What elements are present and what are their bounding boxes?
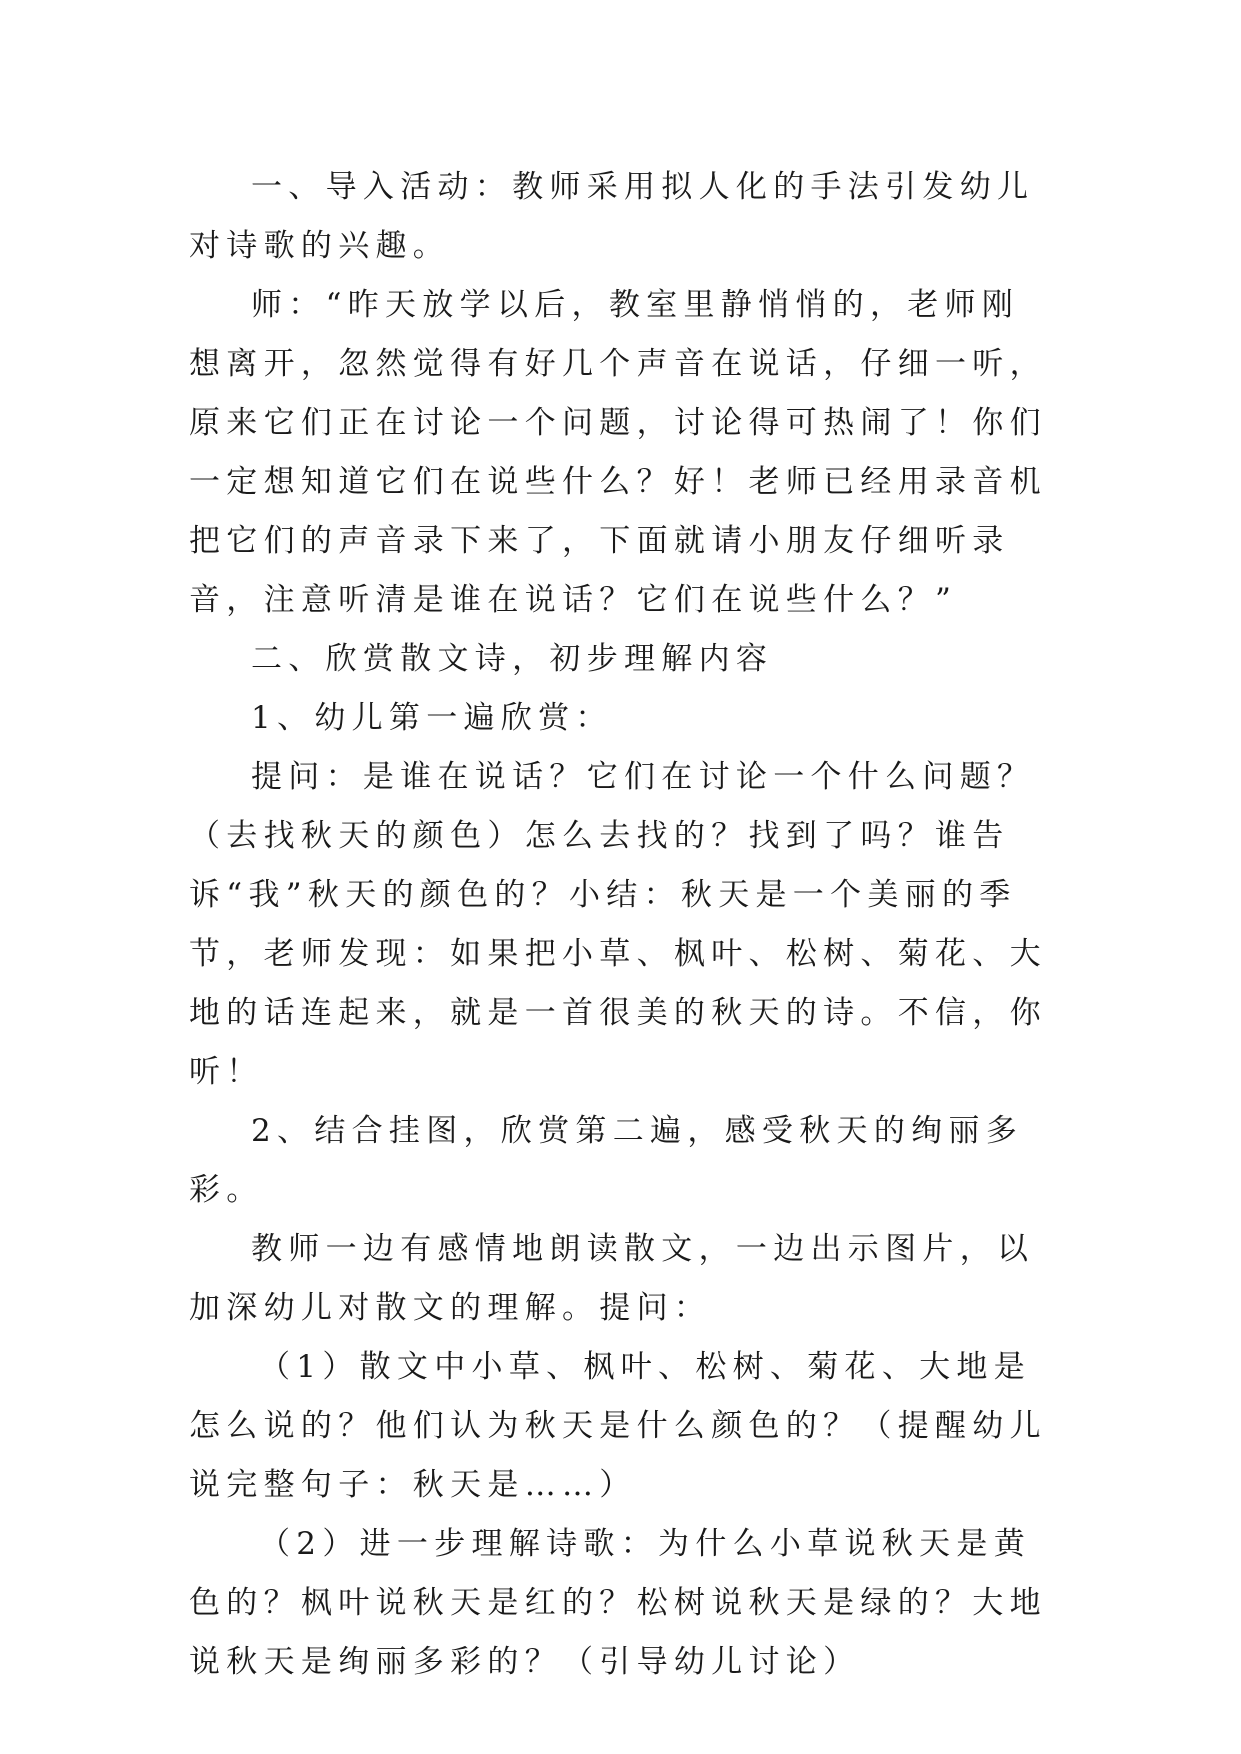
paragraph-section-two-heading: 二、欣赏散文诗，初步理解内容 bbox=[251, 641, 774, 677]
paragraph-questions-summary: 提问：是谁在说话？它们在讨论一个什么问题？（去找秋天的颜色）怎么去找的？找到了吗？谁告诉“我”秋天的颜色的？小结：秋天是一个美丽的季节，老师发现：如果把小草、枫叶、松树、菊花、大地的话连起来，就是一首很美的秋天的诗。不信，你听！ bbox=[189, 759, 1047, 1090]
paragraph-question-one: （1）散文中小草、枫叶、松树、菊花、大地是怎么说的？他们认为秋天是什么颜色的？（提醒幼儿说完整句子：秋天是……） bbox=[189, 1349, 1047, 1503]
paragraph-second-listening: 2、结合挂图，欣赏第二遍，感受秋天的绚丽多彩。 bbox=[189, 1113, 1024, 1208]
paragraph-question-two: （2）进一步理解诗歌：为什么小草说秋天是黄色的？枫叶说秋天是红的？松树说秋天是绿的？大地说秋天是绚丽多彩的？（引导幼儿讨论） bbox=[189, 1526, 1047, 1680]
paragraph-first-listening: 1、幼儿第一遍欣赏： bbox=[251, 700, 613, 736]
paragraph-intro-activity: 一、导入活动：教师采用拟人化的手法引发幼儿对诗歌的兴趣。 bbox=[189, 169, 1035, 264]
document-body bbox=[189, 158, 1055, 1692]
paragraph-teacher-speech: 师：“昨天放学以后，教室里静悄悄的，老师刚想离开，忽然觉得有好几个声音在说话，仔细一听，原来它们正在讨论一个问题，讨论得可热闹了！你们一定想知道它们在说些什么？好！老师已经用录音机把它们的声音录下来了，下面就请小朋友仔细听录音，注意听清是谁在说话？它们在说些什么？” bbox=[189, 287, 1047, 618]
paragraph-teacher-reading: 教师一边有感情地朗读散文，一边出示图片，以加深幼儿对散文的理解。提问： bbox=[189, 1231, 1035, 1326]
